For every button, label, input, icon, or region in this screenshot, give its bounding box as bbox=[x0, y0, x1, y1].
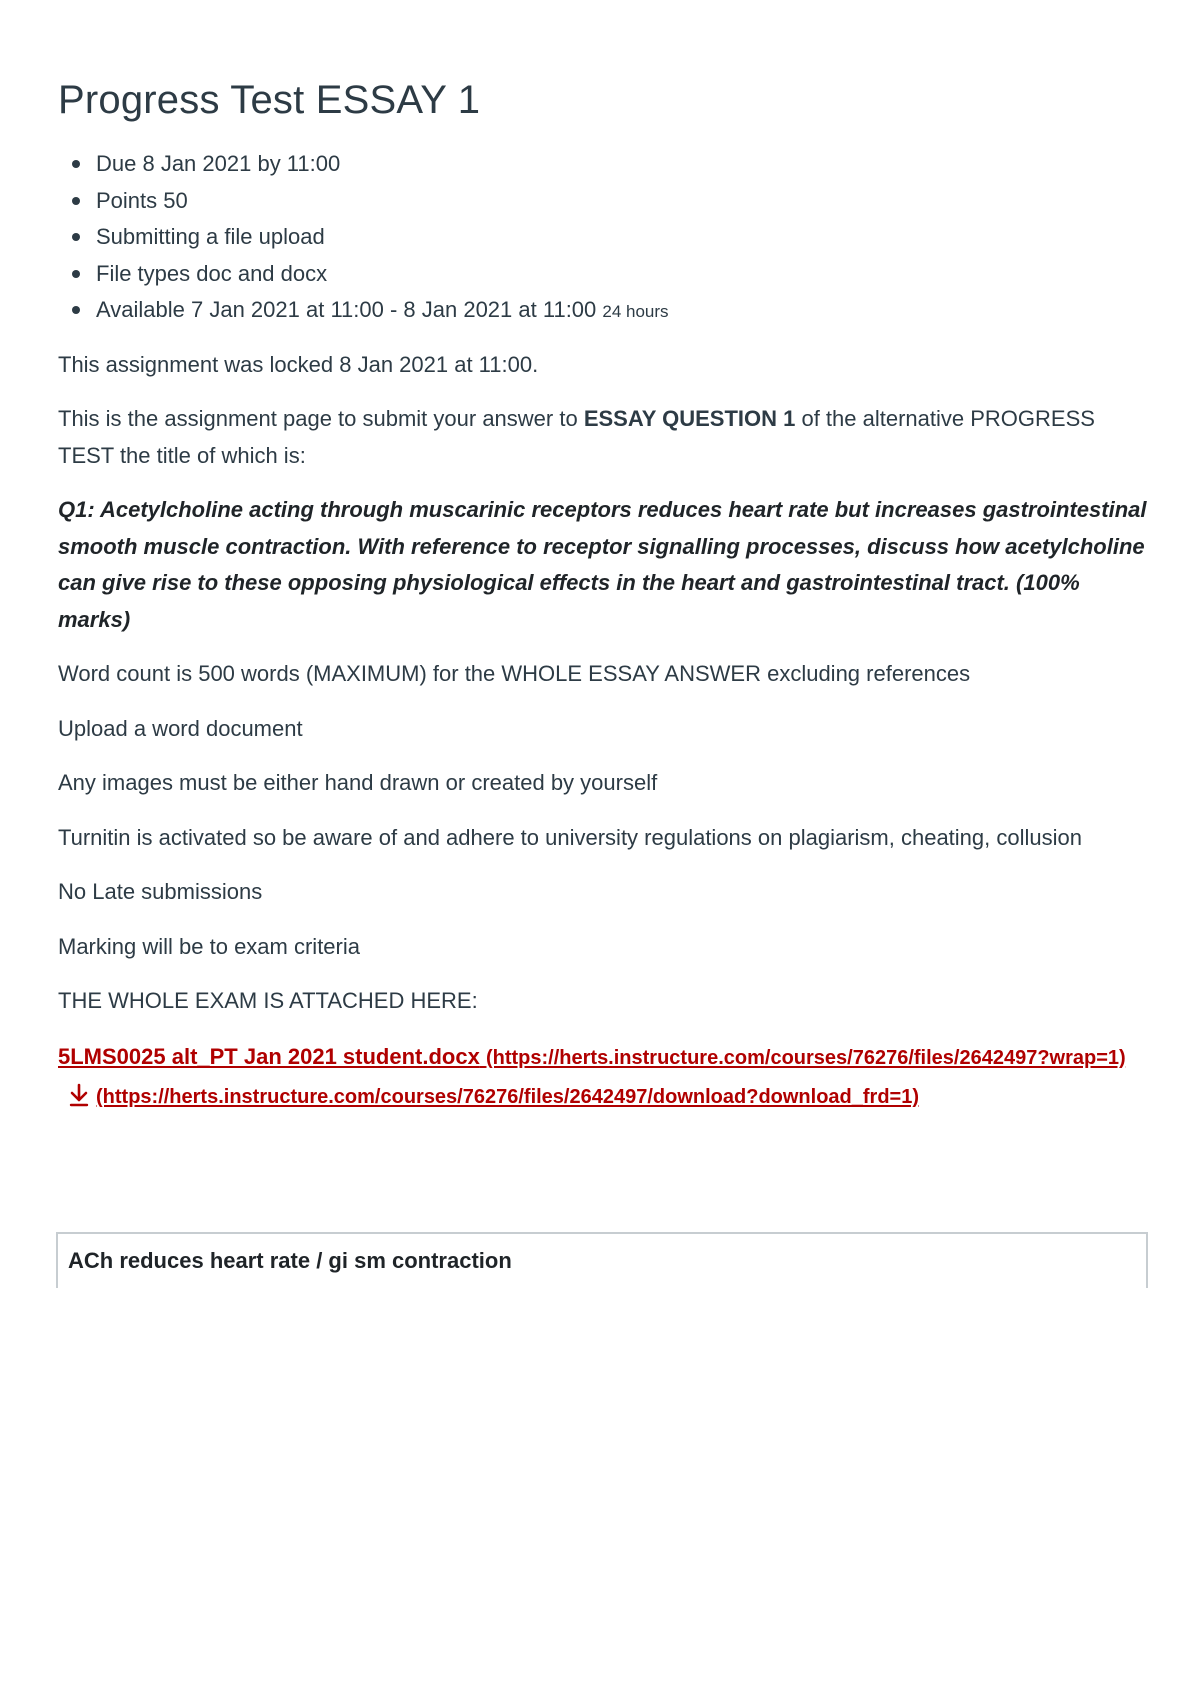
essay-question-label: ESSAY QUESTION 1 bbox=[583, 406, 796, 431]
instruction-turnitin: Turnitin is activated so be aware of and adhere to university regulations on plagiarism, cheating, collusion bbox=[58, 824, 1082, 850]
detail-available: Available 7 Jan 2021 at 11:00 - 8 Jan 2021 at 11:00 24 hours bbox=[58, 292, 1150, 331]
instruction-marking: Marking will be to exam criteria bbox=[58, 933, 360, 959]
rubric-title: ACh reduces heart rate / gi sm contraction bbox=[68, 1248, 512, 1273]
essay-question: Q1: Acetylcholine acting through muscarinic receptors reduces heart rate but increases gastrointestinal smooth muscle contraction. With reference to receptor signalling processes, discuss how acetylcholine can give rise to these opposing physiological effects in the heart and gastrointestinal tract. (100% marks) bbox=[58, 497, 1147, 632]
availability-duration: 24 hours bbox=[602, 302, 669, 321]
bullet-icon bbox=[72, 233, 80, 241]
detail-due: Due 8 Jan 2021 by 11:00 bbox=[58, 146, 1150, 183]
detail-points: Points 50 bbox=[58, 183, 1150, 220]
bullet-icon bbox=[72, 306, 80, 314]
instruction-word-count: Word count is 500 words (MAXIMUM) for the WHOLE ESSAY ANSWER excluding references bbox=[58, 661, 971, 686]
bullet-icon bbox=[72, 270, 80, 278]
detail-file-types: File types doc and docx bbox=[58, 256, 1150, 293]
locked-notice: This assignment was locked 8 Jan 2021 at 11:00. bbox=[58, 351, 539, 377]
instruction-late: No Late submissions bbox=[58, 879, 263, 904]
instruction-attachment: THE WHOLE EXAM IS ATTACHED HERE: bbox=[58, 988, 478, 1013]
detail-submission-type: Submitting a file upload bbox=[58, 219, 1150, 256]
attachment-download-link[interactable]: (https://herts.instructure.com/courses/76276/files/2642497/download?download_frd=1) bbox=[58, 1083, 919, 1108]
bullet-icon bbox=[72, 197, 80, 205]
instruction-images: Any images must be either hand drawn or created by yourself bbox=[58, 770, 658, 795]
intro-paragraph: This is the assignment page to submit your answer to ESSAY QUESTION 1 of the alternative PROGRESS TEST the title of which is: bbox=[58, 406, 1095, 468]
attachment-file-link[interactable]: 5LMS0025 alt_PT Jan 2021 student.docx (https://herts.instructure.com/courses/76276/files/2642497?wrap=1) bbox=[58, 1043, 1126, 1069]
download-icon bbox=[68, 1081, 90, 1118]
bullet-icon bbox=[72, 160, 80, 168]
attachment-links bbox=[58, 1038, 1150, 1118]
assignment-content bbox=[58, 68, 1150, 1118]
instruction-upload: Upload a word document bbox=[58, 715, 303, 741]
rubric-table bbox=[56, 1232, 1148, 1288]
page-title: Progress Test ESSAY 1 bbox=[58, 78, 481, 122]
assignment-details-list bbox=[58, 146, 1150, 331]
